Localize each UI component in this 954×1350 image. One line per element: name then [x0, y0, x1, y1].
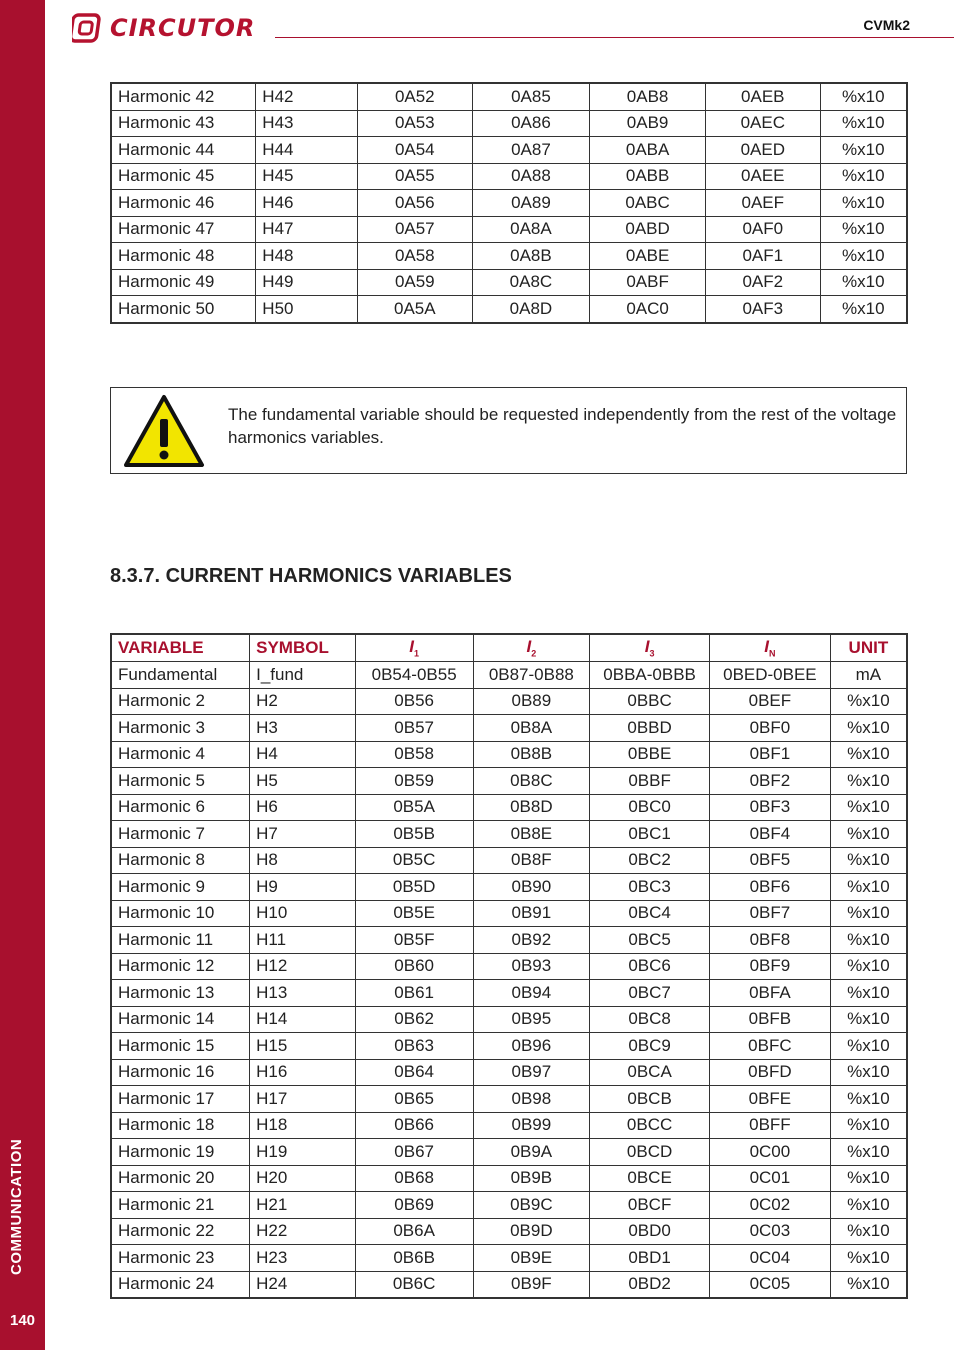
table-cell: Harmonic 8 [111, 847, 250, 874]
table-cell: H3 [250, 715, 356, 742]
table-cell: 0B93 [473, 953, 590, 980]
table-cell: %x10 [820, 243, 907, 270]
table-cell: H42 [256, 83, 358, 110]
table-row [111, 847, 907, 874]
table-cell: H14 [250, 1006, 356, 1033]
table-cell: 0B8B [473, 741, 590, 768]
table-cell: %x10 [830, 1059, 907, 1086]
table-cell: %x10 [830, 1165, 907, 1192]
table-cell: 0B9F [473, 1271, 590, 1298]
table-row [111, 269, 907, 296]
table-cell: 0B5A [355, 794, 473, 821]
table-row [111, 662, 907, 689]
table-cell: Harmonic 19 [111, 1139, 250, 1166]
section-label: COMMUNICATION [8, 1138, 25, 1275]
table-cell: %x10 [830, 1218, 907, 1245]
table-row [111, 953, 907, 980]
table-cell: Harmonic 17 [111, 1086, 250, 1113]
table-cell: 0B94 [473, 980, 590, 1007]
table-cell: H13 [250, 980, 356, 1007]
table-cell: H8 [250, 847, 356, 874]
table-row [111, 927, 907, 954]
table-cell: 0BC7 [590, 980, 710, 1007]
table-cell: Harmonic 5 [111, 768, 250, 795]
col-header-i2: $I_2$ [473, 634, 590, 662]
table-cell: Harmonic 4 [111, 741, 250, 768]
table-cell: 0BF6 [710, 874, 831, 901]
table-cell: Harmonic 22 [111, 1218, 250, 1245]
table-cell: 0A8A [472, 216, 590, 243]
table-cell: 0B9D [473, 1218, 590, 1245]
table-cell: 0A8D [472, 296, 590, 323]
table-cell: 0A87 [472, 137, 590, 164]
table-cell: 0B89 [473, 688, 590, 715]
model-name: CVMk2 [863, 17, 910, 33]
table-cell: H9 [250, 874, 356, 901]
table-row [111, 821, 907, 848]
table-cell: H11 [250, 927, 356, 954]
table-cell: 0B87-0B88 [473, 662, 590, 689]
table-cell: %x10 [820, 83, 907, 110]
table-cell: %x10 [830, 874, 907, 901]
table-cell: 0BC1 [590, 821, 710, 848]
table-cell: %x10 [830, 953, 907, 980]
table-cell: Harmonic 24 [111, 1271, 250, 1298]
table-cell: 0A53 [357, 110, 472, 137]
warning-text: The fundamental variable should be requested independently from the rest of the voltage harmonics variables. [228, 405, 897, 447]
table-row [111, 688, 907, 715]
table-cell: 0A57 [357, 216, 472, 243]
table-row [111, 1218, 907, 1245]
table-cell: 0A85 [472, 83, 590, 110]
table-cell: 0B56 [355, 688, 473, 715]
table-cell: H49 [256, 269, 358, 296]
table-cell: H48 [256, 243, 358, 270]
table-cell: Harmonic 6 [111, 794, 250, 821]
table-cell: 0BC6 [590, 953, 710, 980]
table-cell: 0AF0 [705, 216, 820, 243]
table-cell: Harmonic 16 [111, 1059, 250, 1086]
table-cell: 0B6B [355, 1245, 473, 1272]
page-number: 140 [9, 1312, 36, 1329]
table-cell: H15 [250, 1033, 356, 1060]
table-cell: %x10 [820, 110, 907, 137]
table-cell: H46 [256, 190, 358, 217]
table-cell: %x10 [830, 1086, 907, 1113]
table-header-row [111, 634, 907, 662]
table-cell: 0BF7 [710, 900, 831, 927]
table-cell: 0B60 [355, 953, 473, 980]
table-cell: H45 [256, 163, 358, 190]
table-row [111, 794, 907, 821]
table-cell: %x10 [830, 794, 907, 821]
table-cell: 0A86 [472, 110, 590, 137]
table-cell: Harmonic 20 [111, 1165, 250, 1192]
table-cell: 0ABB [590, 163, 706, 190]
table-cell: 0BCF [590, 1192, 710, 1219]
table-cell: %x10 [830, 715, 907, 742]
table-cell: 0B8D [473, 794, 590, 821]
table-row [111, 190, 907, 217]
table-cell: Harmonic 50 [111, 296, 256, 323]
table-cell: 0B92 [473, 927, 590, 954]
table-cell: 0B64 [355, 1059, 473, 1086]
table-cell: 0AB8 [590, 83, 706, 110]
col-header-unit: UNIT [830, 634, 907, 662]
table-row [111, 1033, 907, 1060]
table-cell: %x10 [820, 216, 907, 243]
table-cell: 0BBD [590, 715, 710, 742]
table-cell: Harmonic 11 [111, 927, 250, 954]
table-cell: 0BFD [710, 1059, 831, 1086]
table-cell: 0B5E [355, 900, 473, 927]
header-divider [275, 37, 954, 38]
table-row [111, 874, 907, 901]
table-cell: Harmonic 47 [111, 216, 256, 243]
table-cell: %x10 [830, 688, 907, 715]
circutor-logo-icon [72, 12, 104, 44]
table-cell: H50 [256, 296, 358, 323]
table-cell: H17 [250, 1086, 356, 1113]
table-cell: 0BED-0BEE [710, 662, 831, 689]
table-cell: 0AEF [705, 190, 820, 217]
table-cell: 0AF3 [705, 296, 820, 323]
sidebar [0, 0, 45, 1350]
table-cell: Harmonic 46 [111, 190, 256, 217]
table-cell: 0B67 [355, 1139, 473, 1166]
table-cell: H23 [250, 1245, 356, 1272]
table-row [111, 163, 907, 190]
table-cell: 0AEE [705, 163, 820, 190]
table-cell: %x10 [820, 269, 907, 296]
table-row [111, 1245, 907, 1272]
table-cell: 0BFB [710, 1006, 831, 1033]
table-cell: 0AF2 [705, 269, 820, 296]
table-cell: 0ABD [590, 216, 706, 243]
table-cell: 0A5A [357, 296, 472, 323]
table-cell: H7 [250, 821, 356, 848]
table-cell: Fundamental [111, 662, 250, 689]
table-cell: 0C05 [710, 1271, 831, 1298]
table-cell: 0B8E [473, 821, 590, 848]
table-cell: 0BCA [590, 1059, 710, 1086]
table-cell: 0A58 [357, 243, 472, 270]
table-cell: Harmonic 13 [111, 980, 250, 1007]
table-cell: 0BBE [590, 741, 710, 768]
table-cell: Harmonic 44 [111, 137, 256, 164]
table-cell: %x10 [830, 741, 907, 768]
table-row [111, 83, 907, 110]
table-cell: 0B99 [473, 1112, 590, 1139]
table-row [111, 1112, 907, 1139]
table-cell: 0BF4 [710, 821, 831, 848]
table-cell: 0BF9 [710, 953, 831, 980]
table-cell: %x10 [830, 1245, 907, 1272]
table-cell: H20 [250, 1165, 356, 1192]
table-cell: %x10 [830, 1271, 907, 1298]
table-cell: 0A56 [357, 190, 472, 217]
table-cell: 0C03 [710, 1218, 831, 1245]
table-cell: H22 [250, 1218, 356, 1245]
table-cell: 0B8F [473, 847, 590, 874]
table-row [111, 296, 907, 323]
table-cell: 0ABF [590, 269, 706, 296]
warning-triangle-icon [122, 391, 206, 471]
table-cell: 0B5C [355, 847, 473, 874]
table-cell: 0B91 [473, 900, 590, 927]
table-cell: 0BF8 [710, 927, 831, 954]
table-cell: H24 [250, 1271, 356, 1298]
table-cell: 0B98 [473, 1086, 590, 1113]
table-row [111, 1006, 907, 1033]
table-cell: 0A8C [472, 269, 590, 296]
table-cell: 0BCD [590, 1139, 710, 1166]
col-header-i3: $I_3$ [590, 634, 710, 662]
table-cell: 0A59 [357, 269, 472, 296]
table-cell: 0B69 [355, 1192, 473, 1219]
table-cell: 0BFE [710, 1086, 831, 1113]
table-cell: 0BC8 [590, 1006, 710, 1033]
table-cell: 0C01 [710, 1165, 831, 1192]
table-cell: 0BC4 [590, 900, 710, 927]
table-cell: 0C02 [710, 1192, 831, 1219]
table-cell: Harmonic 7 [111, 821, 250, 848]
table-cell: 0B68 [355, 1165, 473, 1192]
table-row [111, 110, 907, 137]
col-header-symbol: SYMBOL [250, 634, 356, 662]
table-cell: 0B96 [473, 1033, 590, 1060]
table-cell: 0BC0 [590, 794, 710, 821]
table-cell: H4 [250, 741, 356, 768]
table-cell: 0ABC [590, 190, 706, 217]
table-cell: Harmonic 3 [111, 715, 250, 742]
table-cell: 0ABE [590, 243, 706, 270]
table-cell: 0A54 [357, 137, 472, 164]
table-row [111, 900, 907, 927]
table-row [111, 137, 907, 164]
table-cell: Harmonic 18 [111, 1112, 250, 1139]
table-cell: %x10 [830, 927, 907, 954]
table-cell: 0B9B [473, 1165, 590, 1192]
table-cell: H19 [250, 1139, 356, 1166]
table-cell: Harmonic 12 [111, 953, 250, 980]
table-row [111, 1139, 907, 1166]
table-cell: 0BFA [710, 980, 831, 1007]
table-cell: %x10 [830, 1192, 907, 1219]
table-cell: Harmonic 14 [111, 1006, 250, 1033]
table-cell: 0AC0 [590, 296, 706, 323]
table-cell: H10 [250, 900, 356, 927]
table-cell: %x10 [820, 296, 907, 323]
col-header-i1: $I_1$ [355, 634, 473, 662]
table-cell: 0BF0 [710, 715, 831, 742]
table-cell: H21 [250, 1192, 356, 1219]
table-cell: 0BEF [710, 688, 831, 715]
table-cell: Harmonic 10 [111, 900, 250, 927]
table-cell: Harmonic 21 [111, 1192, 250, 1219]
table-cell: %x10 [830, 1006, 907, 1033]
table-cell: 0BBC [590, 688, 710, 715]
table-cell: Harmonic 9 [111, 874, 250, 901]
table-cell: %x10 [830, 1112, 907, 1139]
table-row [111, 1271, 907, 1298]
table-cell: 0BBA-0BBB [590, 662, 710, 689]
table-cell: H44 [256, 137, 358, 164]
table-cell: 0BFF [710, 1112, 831, 1139]
table-cell: 0BF2 [710, 768, 831, 795]
table-row [111, 1086, 907, 1113]
table-cell: %x10 [830, 847, 907, 874]
table-cell: Harmonic 49 [111, 269, 256, 296]
table-cell: H47 [256, 216, 358, 243]
warning-note [110, 387, 907, 474]
table-cell: 0BCE [590, 1165, 710, 1192]
table-cell: 0A52 [357, 83, 472, 110]
table-row [111, 741, 907, 768]
table-row [111, 980, 907, 1007]
table-cell: 0B63 [355, 1033, 473, 1060]
table-cell: %x10 [830, 980, 907, 1007]
table-cell: 0BCB [590, 1086, 710, 1113]
voltage-harmonics-table-continued [110, 82, 908, 324]
table-cell: 0BF3 [710, 794, 831, 821]
table-cell: H18 [250, 1112, 356, 1139]
table-cell: 0B54-0B55 [355, 662, 473, 689]
table-cell: 0A89 [472, 190, 590, 217]
table-row [111, 715, 907, 742]
brand-logo [72, 12, 255, 44]
table-cell: 0B8A [473, 715, 590, 742]
table-cell: 0AED [705, 137, 820, 164]
table-cell: 0B62 [355, 1006, 473, 1033]
table-cell: 0B59 [355, 768, 473, 795]
table-row [111, 243, 907, 270]
table-cell: mA [830, 662, 907, 689]
col-header-variable: VARIABLE [111, 634, 250, 662]
table-cell: 0BD2 [590, 1271, 710, 1298]
table-row [111, 1165, 907, 1192]
section-title: 8.3.7. CURRENT HARMONICS VARIABLES [110, 565, 512, 587]
table-cell: 0B57 [355, 715, 473, 742]
table-cell: 0BD1 [590, 1245, 710, 1272]
table-cell: 0BC2 [590, 847, 710, 874]
table-row [111, 1059, 907, 1086]
table-cell: 0B6C [355, 1271, 473, 1298]
table-cell: 0BCC [590, 1112, 710, 1139]
table-row [111, 768, 907, 795]
table-cell: Harmonic 42 [111, 83, 256, 110]
table-cell: Harmonic 43 [111, 110, 256, 137]
table-cell: Harmonic 45 [111, 163, 256, 190]
table-cell: 0B9C [473, 1192, 590, 1219]
table-cell: 0B58 [355, 741, 473, 768]
table-row [111, 1192, 907, 1219]
col-header-in: $I_N$ [710, 634, 831, 662]
table-cell: 0A8B [472, 243, 590, 270]
table-cell: 0B61 [355, 980, 473, 1007]
table-cell: 0B66 [355, 1112, 473, 1139]
table-cell: 0B9E [473, 1245, 590, 1272]
table-cell: 0B65 [355, 1086, 473, 1113]
table-cell: %x10 [820, 190, 907, 217]
table-cell: 0AEB [705, 83, 820, 110]
table-cell: %x10 [830, 768, 907, 795]
table-cell: 0B5B [355, 821, 473, 848]
table-cell: %x10 [830, 900, 907, 927]
table-cell: 0C04 [710, 1245, 831, 1272]
table-cell: 0B8C [473, 768, 590, 795]
table-row [111, 216, 907, 243]
table-cell: 0AB9 [590, 110, 706, 137]
table-cell: 0C00 [710, 1139, 831, 1166]
table-cell: 0BC3 [590, 874, 710, 901]
table-cell: 0AEC [705, 110, 820, 137]
table-cell: H43 [256, 110, 358, 137]
table-cell: H16 [250, 1059, 356, 1086]
table-cell: 0B6A [355, 1218, 473, 1245]
current-harmonics-table [110, 633, 908, 1299]
table-cell: 0B9A [473, 1139, 590, 1166]
table-cell: 0BBF [590, 768, 710, 795]
table-cell: Harmonic 48 [111, 243, 256, 270]
table-cell: 0BD0 [590, 1218, 710, 1245]
table-cell: 0B90 [473, 874, 590, 901]
table-cell: 0BFC [710, 1033, 831, 1060]
table-cell: %x10 [820, 137, 907, 164]
table-cell: 0BC5 [590, 927, 710, 954]
table-cell: %x10 [820, 163, 907, 190]
brand-name: CIRCUTOR [110, 14, 256, 42]
table-cell: 0A55 [357, 163, 472, 190]
table-cell: %x10 [830, 821, 907, 848]
table-cell: 0AF1 [705, 243, 820, 270]
table-cell: H5 [250, 768, 356, 795]
table-cell: %x10 [830, 1033, 907, 1060]
table-cell: Harmonic 23 [111, 1245, 250, 1272]
table-cell: 0ABA [590, 137, 706, 164]
table-cell: 0B5D [355, 874, 473, 901]
table-cell: Harmonic 2 [111, 688, 250, 715]
table-cell: 0BC9 [590, 1033, 710, 1060]
table-cell: H6 [250, 794, 356, 821]
table-cell: 0BF5 [710, 847, 831, 874]
table-cell: 0A88 [472, 163, 590, 190]
table-cell: I_fund [250, 662, 356, 689]
table-cell: H2 [250, 688, 356, 715]
table-cell: Harmonic 15 [111, 1033, 250, 1060]
table-cell: 0BF1 [710, 741, 831, 768]
table-cell: 0B97 [473, 1059, 590, 1086]
table-cell: 0B5F [355, 927, 473, 954]
table-cell: %x10 [830, 1139, 907, 1166]
table-cell: 0B95 [473, 1006, 590, 1033]
table-cell: H12 [250, 953, 356, 980]
